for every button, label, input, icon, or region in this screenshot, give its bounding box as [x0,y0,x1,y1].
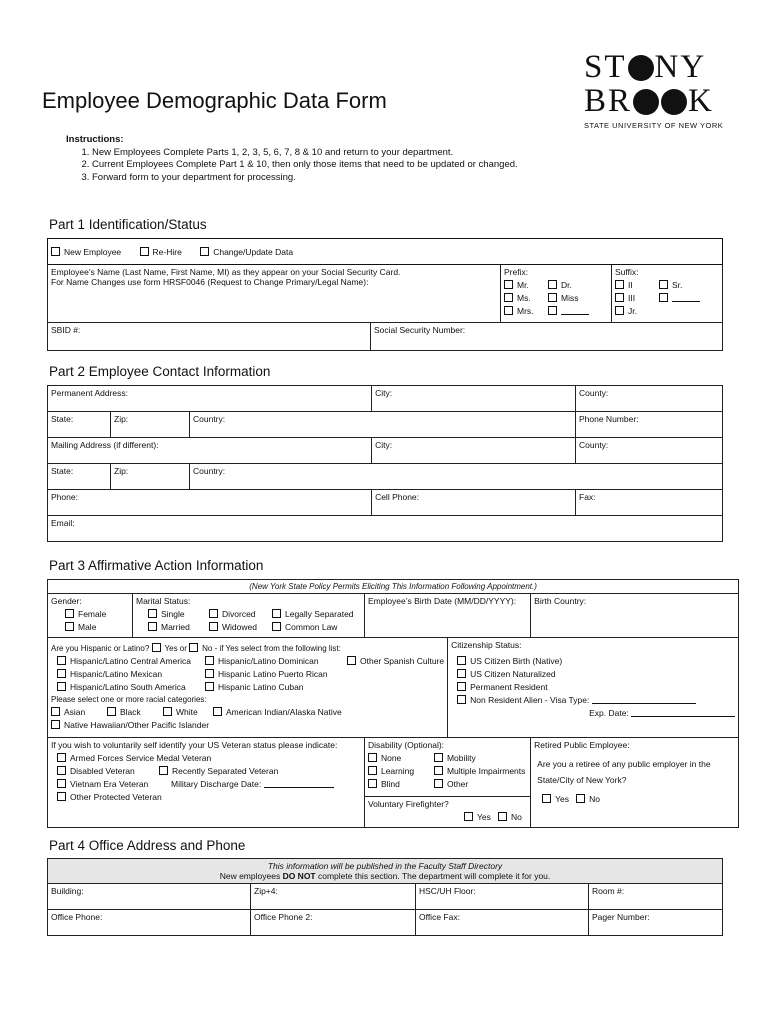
office-phone-label: Office Phone: [51,912,103,922]
jr-label: Jr. [628,306,637,316]
directory-note-1: This information will be published in the Faculty Staff Directory [267,861,503,871]
rehire-checkbox[interactable] [140,247,149,256]
gender-cell [48,594,133,638]
recently-separated-checkbox[interactable] [159,766,168,775]
building-label: Building: [51,886,84,896]
marital-cell [133,594,365,638]
single-label: Single [161,609,185,619]
logo-o-icon [661,89,687,115]
us-naturalized-label: US Citizen Naturalized [470,669,556,679]
american-indian-checkbox[interactable] [213,707,222,716]
racial-note: Please select one or more racial categories: [51,695,207,704]
mr-checkbox[interactable] [504,280,513,289]
change-update-label: Change/Update Data [213,246,294,257]
mailing-city-field[interactable] [372,438,576,464]
iii-checkbox[interactable] [615,293,624,302]
floor-field[interactable] [416,884,589,910]
logo-text-4: K [688,83,714,119]
us-naturalized-checkbox[interactable] [457,669,466,678]
suffix-cell [612,265,723,323]
miss-label: Miss [561,293,579,303]
birth-country-field[interactable] [531,594,739,638]
stony-brook-logo [584,50,724,130]
firefighter-yes-checkbox[interactable] [464,812,473,821]
retired-yes-checkbox[interactable] [542,794,551,803]
hispanic-question: Are you Hispanic or Latino? [51,644,150,653]
ssn-field[interactable] [371,323,723,351]
city-field[interactable] [372,386,576,412]
part3-heading: Part 3 Affirmative Action Information [49,558,264,573]
disability-other-label: Other [446,779,469,789]
pager-field[interactable] [589,910,723,936]
county-label: County: [579,388,609,398]
part2-table [47,385,723,542]
office-phone2-field[interactable] [251,910,416,936]
disability-none-checkbox[interactable] [368,753,377,762]
non-resident-label: Non Resident Alien - Visa Type: [470,695,590,705]
room-label: Room #: [592,886,625,896]
male-label: Male [78,622,97,632]
recently-separated-label: Recently Separated Veteran [172,766,279,776]
state-label: State: [51,414,74,424]
hispanic-yes-label: Yes or [164,644,187,653]
part1-table [47,238,723,351]
part4-table [47,858,723,936]
mobility-checkbox[interactable] [434,753,443,762]
sbid-label: SBID #: [51,325,81,335]
part1-heading: Part 1 Identification/Status [49,217,207,232]
ssn-label: Social Security Number: [374,325,466,335]
directory-note-2a: New employees [219,871,283,881]
new-employee-label: New Employee [64,246,122,257]
retired-question: Are you a retiree of any public employer in the State/City of New York? [537,759,711,785]
birth-date-field[interactable] [364,594,530,638]
name-label-2: For Name Changes use form HRSF0046 (Request to Change Primary/Legal Name): [51,277,369,287]
cuban-label: Hispanic Latino Cuban [218,682,304,692]
zip4-field[interactable] [251,884,416,910]
vietnam-era-label: Vietnam Era Veteran [70,779,149,789]
phone-label: Phone: [51,492,78,502]
office-fax-label: Office Fax: [419,912,460,922]
retired-no-label: No [589,794,601,804]
cuban-checkbox[interactable] [205,682,214,691]
firefighter-yes-label: Yes [476,812,491,822]
non-resident-checkbox[interactable] [457,695,466,704]
female-label: Female [78,609,107,619]
other-spanish-checkbox[interactable] [347,656,356,665]
citizenship-label: Citizenship Status: [451,640,522,650]
female-checkbox[interactable] [65,609,74,618]
part2-heading: Part 2 Employee Contact Information [49,364,271,379]
instruction-item: 1. New Employees Complete Parts 1, 2, 3, 5, 6, 7, 8 & 10 and return to your department. [92,147,518,160]
other-prefix-checkbox[interactable] [548,306,557,315]
rehire-label: Re-Hire [152,246,182,257]
mailing-address-label: Mailing Address (if different): [51,440,159,450]
dominican-label: Hispanic/Latino Dominican [218,656,319,666]
suffix-label: Suffix: [615,267,639,277]
gender-label: Gender: [51,596,82,606]
birth-country-label: Birth Country: [534,596,587,606]
exp-date-label: Exp. Date: [589,708,629,718]
armed-forces-checkbox[interactable] [57,753,66,762]
sr-checkbox[interactable] [659,280,668,289]
armed-forces-label: Armed Forces Service Medal Veteran [70,753,212,763]
email-label: Email: [51,518,75,528]
fax-field[interactable] [576,490,723,516]
dr-checkbox[interactable] [548,280,557,289]
discharge-label: Military Discharge Date: [171,779,262,789]
county-field[interactable] [576,386,723,412]
mr-label: Mr. [517,280,529,290]
permanent-resident-checkbox[interactable] [457,682,466,691]
citizenship-cell [448,638,739,738]
legally-separated-label: Legally Separated [285,609,354,619]
office-fax-field[interactable] [416,910,589,936]
sbid-field[interactable] [48,323,371,351]
pager-label: Pager Number: [592,912,650,922]
employee-name-field[interactable] [48,265,501,323]
mailing-state-field[interactable] [48,464,111,490]
country-field[interactable] [190,412,576,438]
miss-checkbox[interactable] [548,293,557,302]
prefix-cell [501,265,612,323]
discharge-date-blank[interactable] [264,787,334,788]
city-label: City: [375,388,393,398]
widowed-checkbox[interactable] [209,622,218,631]
us-birth-label: US Citizen Birth (Native) [470,656,563,666]
asian-checkbox[interactable] [51,707,60,716]
office-phone2-label: Office Phone 2: [254,912,313,922]
permanent-address-label: Permanent Address: [51,388,129,398]
iii-label: III [628,293,636,303]
male-checkbox[interactable] [65,622,74,631]
hispanic-yes-checkbox[interactable] [152,643,161,652]
blind-label: Blind [380,779,400,789]
mrs-label: Mrs. [517,306,534,316]
asian-label: Asian [64,707,86,717]
country-label: Country: [193,414,226,424]
office-phone-field[interactable] [48,910,251,936]
black-checkbox[interactable] [107,707,116,716]
name-label-1: Employee’s Name (Last Name, First Name, MI) as they appear on your Social Security Card. [51,267,401,277]
veteran-cell [48,738,365,828]
room-field[interactable] [589,884,723,910]
widowed-label: Widowed [222,622,257,632]
instructions [66,134,518,184]
common-law-label: Common Law [285,622,338,632]
south-america-label: Hispanic/Latino South America [70,682,186,692]
white-checkbox[interactable] [163,707,172,716]
other-protected-checkbox[interactable] [57,792,66,801]
mailing-country-field[interactable] [190,464,723,490]
vietnam-era-checkbox[interactable] [57,779,66,788]
state-field[interactable] [48,412,111,438]
mailing-country-label: Country: [193,466,226,476]
disabled-veteran-label: Disabled Veteran [70,766,135,776]
retired-no-checkbox[interactable] [576,794,585,803]
logo-o-icon [628,55,654,81]
mailing-county-label: County: [579,440,609,450]
logo-text-3: BR [584,83,633,119]
single-checkbox[interactable] [148,609,157,618]
mailing-county-field[interactable] [576,438,723,464]
building-field[interactable] [48,884,251,910]
sr-label: Sr. [672,280,683,290]
puerto-rican-label: Hispanic Latino Puerto Rican [218,669,328,679]
south-america-checkbox[interactable] [57,682,66,691]
phone-field[interactable] [48,490,372,516]
part3-table [47,579,739,828]
pacific-islander-checkbox[interactable] [51,720,60,729]
ms-checkbox[interactable] [504,293,513,302]
disability-label: Disability (Optional): [367,740,445,750]
dr-label: Dr. [561,280,572,290]
firefighter-label: Voluntary Firefighter? [367,799,449,809]
ethnicity-cell [48,638,448,738]
exp-date-blank[interactable] [631,716,735,717]
new-employee-checkbox[interactable] [51,247,60,256]
fax-label: Fax: [579,492,596,502]
mrs-checkbox[interactable] [504,306,513,315]
directory-note-2c: complete this section. The department will complete it for you. [315,871,551,881]
black-label: Black [120,707,141,717]
zip4-label: Zip+4: [254,886,278,896]
married-checkbox[interactable] [148,622,157,631]
other-spanish-label: Other Spanish Culture [360,656,445,666]
permanent-resident-label: Permanent Resident [470,682,548,692]
white-label: White [176,707,198,717]
mailing-state-label: State: [51,466,74,476]
us-birth-checkbox[interactable] [457,656,466,665]
floor-label: HSC/UH Floor: [419,886,476,896]
other-protected-label: Other Protected Veteran [70,792,162,802]
mobility-label: Mobility [446,753,476,763]
disabled-veteran-checkbox[interactable] [57,766,66,775]
marital-label: Marital Status: [136,596,191,606]
instruction-item: 3. Forward form to your department for processing. [92,172,518,185]
other-suffix-blank[interactable] [672,301,700,302]
firefighter-no-label: No [510,812,522,822]
retired-label: Retired Public Employee: [534,740,630,750]
policy-note: (New York State Policy Permits Eliciting This Information Following Appointment.) [48,580,739,594]
directory-note [48,859,723,884]
firefighter-no-checkbox[interactable] [498,812,507,821]
logo-o-icon [633,89,659,115]
instructions-heading: Instructions: [66,134,124,145]
legally-separated-checkbox[interactable] [272,609,281,618]
retired-yes-label: Yes [555,794,570,804]
pacific-islander-label: Native Hawaiian/Other Pacific Islander [64,720,210,730]
ii-checkbox[interactable] [615,280,624,289]
disability-none-label: None [380,753,402,763]
puerto-rican-checkbox[interactable] [205,669,214,678]
logo-text-1: ST [584,49,627,85]
retired-cell [531,738,739,828]
visa-type-blank[interactable] [592,703,696,704]
logo-subtitle: STATE UNIVERSITY OF NEW YORK [584,121,724,130]
blind-checkbox[interactable] [368,779,377,788]
page-title: Employee Demographic Data Form [42,88,387,113]
married-label: Married [161,622,190,632]
learning-checkbox[interactable] [368,766,377,775]
disability-other-checkbox[interactable] [434,779,443,788]
birth-date-label: Employee’s Birth Date (MM/DD/YYYY): [367,596,517,606]
divorced-label: Divorced [222,609,256,619]
mailing-address-field[interactable] [48,438,372,464]
disability-cell [364,738,530,828]
cell-phone-field[interactable] [372,490,576,516]
learning-label: Learning [380,766,415,776]
prefix-label: Prefix: [504,267,529,277]
common-law-checkbox[interactable] [272,622,281,631]
mailing-zip-label: Zip: [114,466,129,476]
phone-number-label: Phone Number: [578,414,639,424]
ms-label: Ms. [517,293,531,303]
phone-number-field[interactable] [575,412,722,438]
other-prefix-blank[interactable] [561,314,589,315]
directory-note-2b: DO NOT [282,871,316,881]
american-indian-label: American Indian/Alaska Native [226,707,342,717]
part4-heading: Part 4 Office Address and Phone [49,838,246,853]
logo-text-2: NY [654,49,707,85]
zip-field[interactable] [111,412,190,438]
hispanic-no-label: No - if Yes select from the following list: [202,644,341,653]
permanent-address-field[interactable] [48,386,372,412]
dominican-checkbox[interactable] [205,656,214,665]
ii-label: II [628,280,633,290]
zip-label: Zip: [114,414,129,424]
cell-phone-label: Cell Phone: [375,492,420,502]
email-field[interactable] [48,516,723,542]
mexican-label: Hispanic/Latino Mexican [70,669,163,679]
central-america-label: Hispanic/Latino Central America [70,656,191,666]
mexican-checkbox[interactable] [57,669,66,678]
instruction-item: 2. Current Employees Complete Part 1 & 10, then only those items that need to be updated or changed. [92,159,518,172]
mailing-zip-field[interactable] [111,464,190,490]
hispanic-no-checkbox[interactable] [189,643,198,652]
central-america-checkbox[interactable] [57,656,66,665]
multiple-impairments-checkbox[interactable] [434,766,443,775]
divorced-checkbox[interactable] [209,609,218,618]
change-update-checkbox[interactable] [200,247,209,256]
jr-checkbox[interactable] [615,306,624,315]
veteran-label: If you wish to voluntarily self identify your US Veteran status please indicate: [51,740,338,750]
multiple-impairments-label: Multiple Impairments [446,766,526,776]
other-suffix-checkbox[interactable] [659,293,668,302]
mailing-city-label: City: [375,440,393,450]
